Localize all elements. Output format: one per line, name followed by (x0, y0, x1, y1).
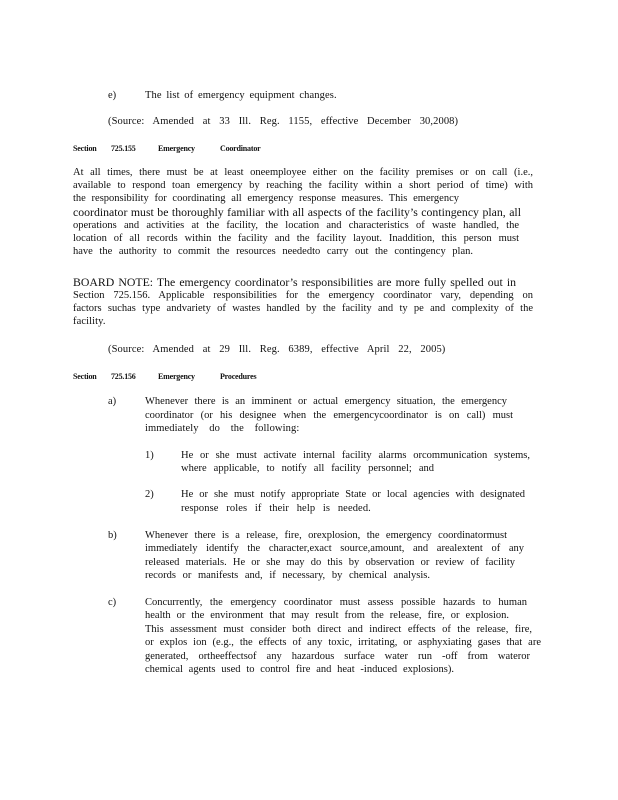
section-title-word-1: Emergency (158, 144, 195, 153)
paragraph-line: the responsibility for coordinating all emergency response measures. This emergency (73, 193, 459, 204)
item-e-text: The list of emergency equipment changes. (145, 90, 337, 101)
paragraph-line: available to respond toan emergency by reaching the facility within a short period of time) with (73, 180, 533, 191)
item-b-label: b) (108, 530, 117, 541)
paragraph-line: coordinator must be thoroughly familiar with all aspects of the facility’s contingency plan, all (73, 205, 521, 219)
item-c-line: or explos ion (e.g., the effects of any toxic, irritating, or asphyxiating gases that are (145, 637, 541, 648)
paragraph-line: operations and activities at the facility, the location and characteristics of waste handled, the (73, 220, 519, 231)
item-c-line: generated, ortheeffectsof any hazardous surface water run -off from wateror (145, 651, 530, 662)
item-a-label: a) (108, 396, 117, 407)
item-a-1-line: where applicable, to notify all facility personnel; and (181, 463, 434, 474)
item-c-line: health or the environment that may result from the release, fire, or explosion. (145, 610, 509, 621)
item-b-line: immediately identify the character,exact source,amount, and arealextent of any (145, 543, 524, 554)
item-a-line: Whenever there is an imminent or actual emergency situation, the emergency (145, 396, 507, 407)
item-c-label: c) (108, 597, 117, 608)
board-note-line: facility. (73, 316, 106, 327)
item-c-line: chemical agents used to control fire and heat -induced explosions). (145, 664, 454, 675)
section-word: Section (73, 144, 97, 153)
paragraph-line: location of all records within the facility and the facility layout. Inaddition, this person must (73, 233, 519, 244)
section-title-word-1: Emergency (158, 372, 195, 381)
source-note-1: (Source: Amended at 33 Ill. Reg. 1155, effective December 30,2008) (108, 116, 459, 127)
item-c-line: Concurrently, the emergency coordinator must assess possible hazards to human (145, 597, 527, 608)
item-e-label: e) (108, 90, 117, 101)
source-note-2: (Source: Amended at 29 Ill. Reg. 6389, effective April 22, 2005) (108, 344, 446, 355)
item-a-2-line: He or she must notify appropriate State or local agencies with designated (181, 489, 525, 500)
item-b-line: Whenever there is a release, fire, orexplosion, the emergency coordinatormust (145, 530, 507, 541)
section-word: Section (73, 372, 97, 381)
section-number: 725.155 (111, 144, 136, 153)
item-b-line: records or manifests and, if necessary, by chemical analysis. (145, 570, 430, 581)
section-title-word-2: Procedures (220, 372, 257, 381)
item-a-2-label: 2) (145, 489, 154, 500)
section-title-word-2: Coordinator (220, 144, 261, 153)
paragraph-line: have the authority to commit the resources neededto carry out the contingency plan. (73, 246, 473, 257)
item-c-line: This assessment must consider both direct and indirect effects of the release, fire, (145, 624, 532, 635)
board-note-line: BOARD NOTE: The emergency coordinator’s responsibilities are more fully spelled out in (73, 275, 516, 289)
item-a-1-line: He or she must activate internal facility alarms orcommunication systems, (181, 450, 530, 461)
paragraph-line: At all times, there must be at least oneemployee either on the facility premises or on call (i.e., (73, 167, 533, 178)
item-a-line: coordinator (or his designee when the emergencycoordinator is on call) must (145, 410, 513, 421)
item-b-line: released materials. He or she may do this by observation or review of facility (145, 557, 515, 568)
board-note-line: factors suchas type andvariety of wastes handled by the facility and ty pe and complexity of the (73, 303, 533, 314)
board-note-line: Section 725.156. Applicable responsibilities for the emergency coordinator vary, depending on (73, 290, 533, 301)
item-a-1-label: 1) (145, 450, 154, 461)
item-a-line: immediately do the following: (145, 423, 300, 434)
section-number: 725.156 (111, 372, 136, 381)
item-a-2-line: response roles if their help is needed. (181, 503, 371, 514)
